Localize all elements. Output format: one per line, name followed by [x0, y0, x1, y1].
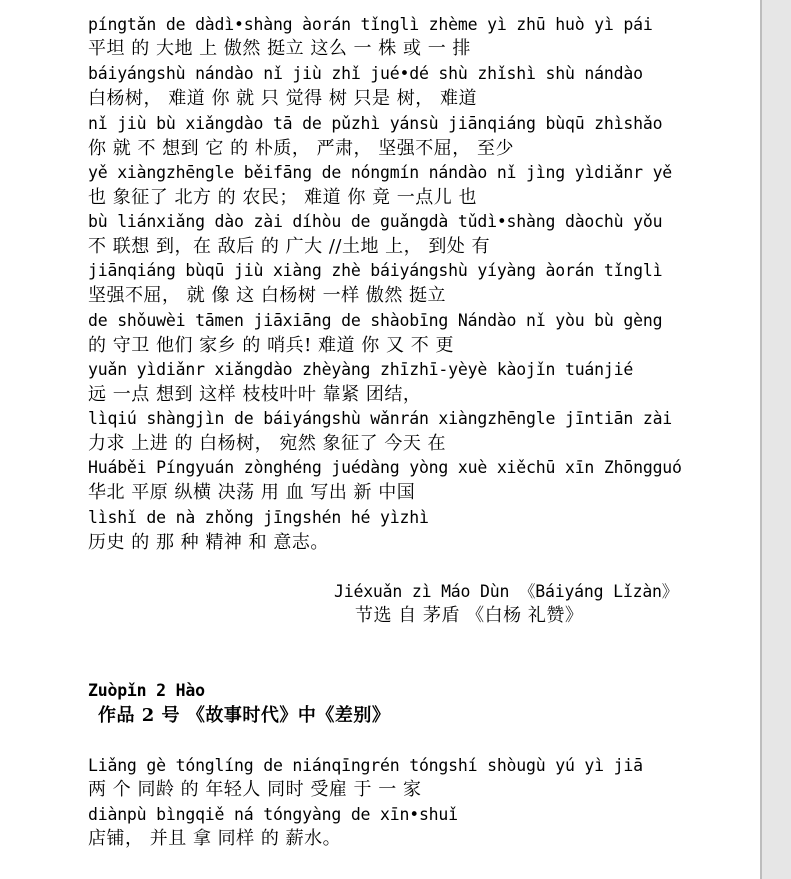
hanzi-line-11: 历史 的 那 种 精神 和 意志。	[88, 532, 329, 553]
pinyin-line-5: bù liánxiǎng dào zài díhòu de guǎngdà tǔdì•shàng dàochù yǒu	[88, 212, 663, 231]
passage-2-heading-hanzi: 作品 2 号 《故事时代》中《差别》	[98, 705, 391, 726]
hanzi-line-1: 平坦 的 大地 上 傲然 挺立 这么 一 株 或 一 排	[88, 38, 471, 59]
passage-2-heading-pinyin: Zuòpǐn 2 Hào	[88, 681, 205, 700]
hanzi-line-4: 也 象征了 北方 的 农民； 难道 你 竟 一点儿 也	[88, 187, 477, 208]
hanzi-line-8: 远 一点 想到 这样 枝枝叶叶 靠紧 团结，	[88, 384, 422, 405]
pinyin-line-6: jiānqiáng bùqū jiù xiàng zhè báiyángshù yíyàng àorán tǐnglì	[88, 261, 663, 280]
pinyin-line-11: lìshǐ de nà zhǒng jīngshén hé yìzhì	[88, 508, 429, 527]
pinyin-line-2: báiyángshù nándào nǐ jiù zhǐ jué•dé shù zhǐshì shù nándào	[88, 64, 643, 83]
hanzi-line-10: 华北 平原 纵横 决荡 用 血 写出 新 中国	[88, 482, 416, 503]
hanzi-line-7: 的 守卫 他们 家乡 的 哨兵! 难道 你 又 不 更	[88, 335, 454, 356]
pinyin-line-8: yuǎn yìdiǎnr xiǎngdào zhèyàng zhīzhī-yèyè kàojǐn tuánjié	[88, 360, 634, 379]
passage-2-hanzi-line-1: 两 个 同龄 的 年轻人 同时 受雇 于 一 家	[88, 779, 422, 800]
hanzi-line-3: 你 就 不 想到 它 的 朴质， 严肃， 坚强不屈， 至少	[88, 138, 514, 159]
page-edge	[760, 0, 762, 879]
pinyin-line-3: nǐ jiù bù xiǎngdào tā de pǔzhì yánsù jiānqiáng bùqū zhìshǎo	[88, 114, 663, 133]
passage-2-pinyin-line-2: diànpù bìngqiě ná tóngyàng de xīn•shuǐ	[88, 805, 458, 824]
pinyin-line-4: yě xiàngzhēngle běifāng de nóngmín nándào nǐ jìng yìdiǎnr yě	[88, 163, 673, 182]
hanzi-line-9: 力求 上进 的 白杨树， 宛然 象征了 今天 在	[88, 433, 447, 454]
pinyin-line-9: lìqiú shàngjìn de báiyángshù wǎnrán xiàngzhēngle jīntiān zài	[88, 409, 673, 428]
hanzi-line-6: 坚强不屈， 就 像 这 白杨树 一样 傲然 挺立	[88, 285, 447, 306]
passage-2-pinyin-line-1: Liǎng gè tónglíng de niánqīngrén tóngshí shòugù yú yì jiā	[88, 756, 643, 775]
passage-2-hanzi-line-2: 店铺， 并且 拿 同样 的 薪水。	[88, 828, 342, 849]
hanzi-line-2: 白杨树， 难道 你 就 只 觉得 树 只是 树， 难道	[88, 88, 477, 109]
pinyin-line-10: Huáběi Píngyuán zònghéng juédàng yòng xuè xiěchū xīn Zhōngguó	[88, 458, 682, 477]
hanzi-line-5: 不 联想 到，在 敌后 的 广大 //土地 上， 到处 有	[88, 236, 491, 257]
viewer-gutter	[760, 0, 791, 879]
attribution-pinyin: Jiéxuǎn zì Máo Dùn 《Báiyáng Lǐzàn》	[334, 582, 679, 601]
attribution-hanzi: 节选 自 茅盾 《白杨 礼赞》	[355, 605, 584, 626]
pinyin-line-1: píngtǎn de dàdì•shàng àorán tǐnglì zhème yì zhū huò yì pái	[88, 15, 653, 34]
pinyin-line-7: de shǒuwèi tāmen jiāxiāng de shàobīng Nándào nǐ yòu bù gèng	[88, 311, 663, 330]
